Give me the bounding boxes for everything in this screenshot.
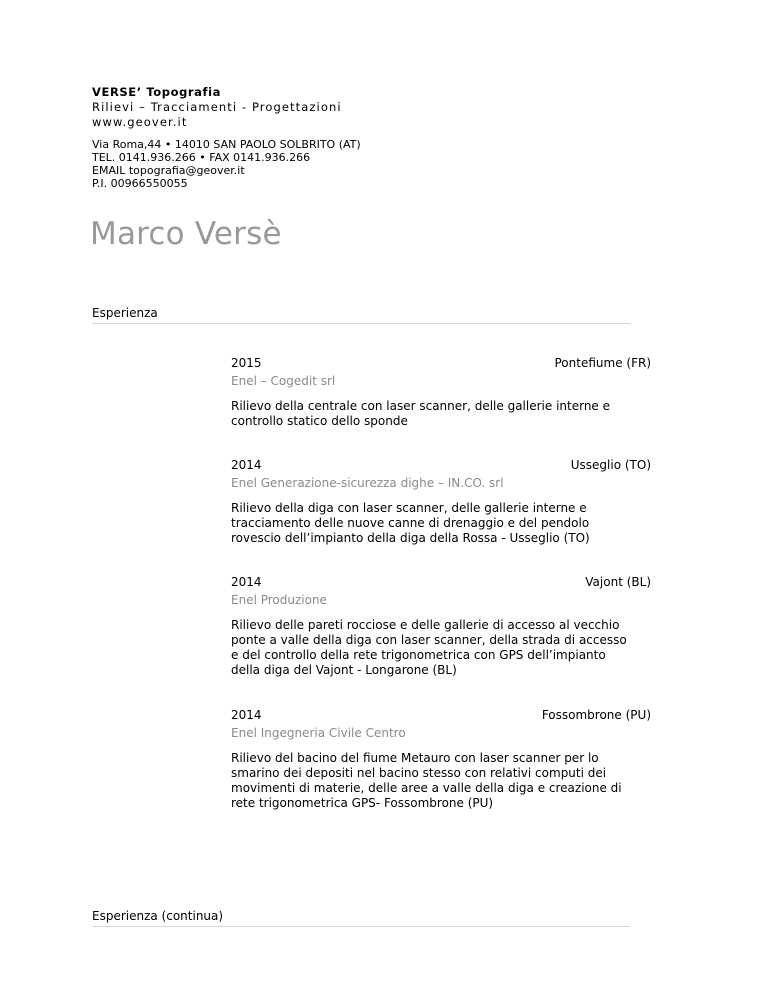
- experience-organization: Enel Produzione: [231, 593, 327, 607]
- experience-organization: Enel Generazione-sicurezza dighe – IN.CO. srl: [231, 476, 504, 490]
- experience-year: 2015: [231, 356, 262, 370]
- experience-location: Vajont (BL): [585, 575, 651, 589]
- company-website: www.geover.it: [92, 115, 188, 129]
- experience-entry: [231, 457, 651, 546]
- experience-location: Fossombrone (PU): [541, 708, 651, 722]
- company-header: [92, 85, 342, 130]
- experience-entry: [231, 574, 651, 678]
- experience-description: Rilievo della diga con laser scanner, delle gallerie interne e tracciamento delle nuove canne di drenaggio e del pendolo rovescio dell’impianto della diga della Rossa - Usseglio (TO): [231, 501, 590, 545]
- company-name: VERSE’ Topografia: [92, 85, 222, 99]
- experience-year: 2014: [231, 708, 262, 722]
- experience-organization: Enel Ingegneria Civile Centro: [231, 726, 406, 740]
- experience-description: Rilievo della centrale con laser scanner, delle gallerie interne e controllo statico dello sponde: [231, 399, 611, 428]
- experience-year: 2014: [231, 458, 262, 472]
- contact-phone-fax: TEL. 0141.936.266 • FAX 0141.936.266: [92, 151, 311, 164]
- contact-block: [92, 138, 361, 190]
- section-title-experience: Esperienza: [92, 306, 630, 324]
- contact-address: Via Roma,44 • 14010 SAN PAOLO SOLBRITO (AT): [92, 138, 361, 151]
- section-title-experience-continued: Esperienza (continua): [92, 909, 630, 927]
- experience-entry: [231, 707, 651, 811]
- experience-description: Rilievo delle pareti rocciose e delle gallerie di accesso al vecchio ponte a valle della diga con laser scanner, della strada di accesso e del controllo della rete trigonometrica con GPS dell’impianto della diga del Vajont - Longarone (BL): [231, 618, 627, 677]
- experience-organization: Enel – Cogedit srl: [231, 374, 336, 388]
- experience-location: Pontefiume (FR): [554, 356, 651, 370]
- experience-location: Usseglio (TO): [570, 458, 651, 472]
- company-services: Rilievi – Tracciamenti - Progettazioni: [92, 100, 342, 114]
- experience-description: Rilievo del bacino del fiume Metauro con laser scanner per lo smarino dei depositi nel bacino stesso con relativi computi dei movimenti di materie, delle aree a valle della diga e creazione di rete trigonometrica GPS- Fossombrone (PU): [231, 751, 622, 810]
- experience-year: 2014: [231, 575, 262, 589]
- person-name: Marco Versè: [90, 216, 282, 252]
- experience-entry: [231, 355, 651, 429]
- contact-email: EMAIL topografia@geover.it: [92, 164, 245, 177]
- contact-vat: P.I. 00966550055: [92, 177, 188, 190]
